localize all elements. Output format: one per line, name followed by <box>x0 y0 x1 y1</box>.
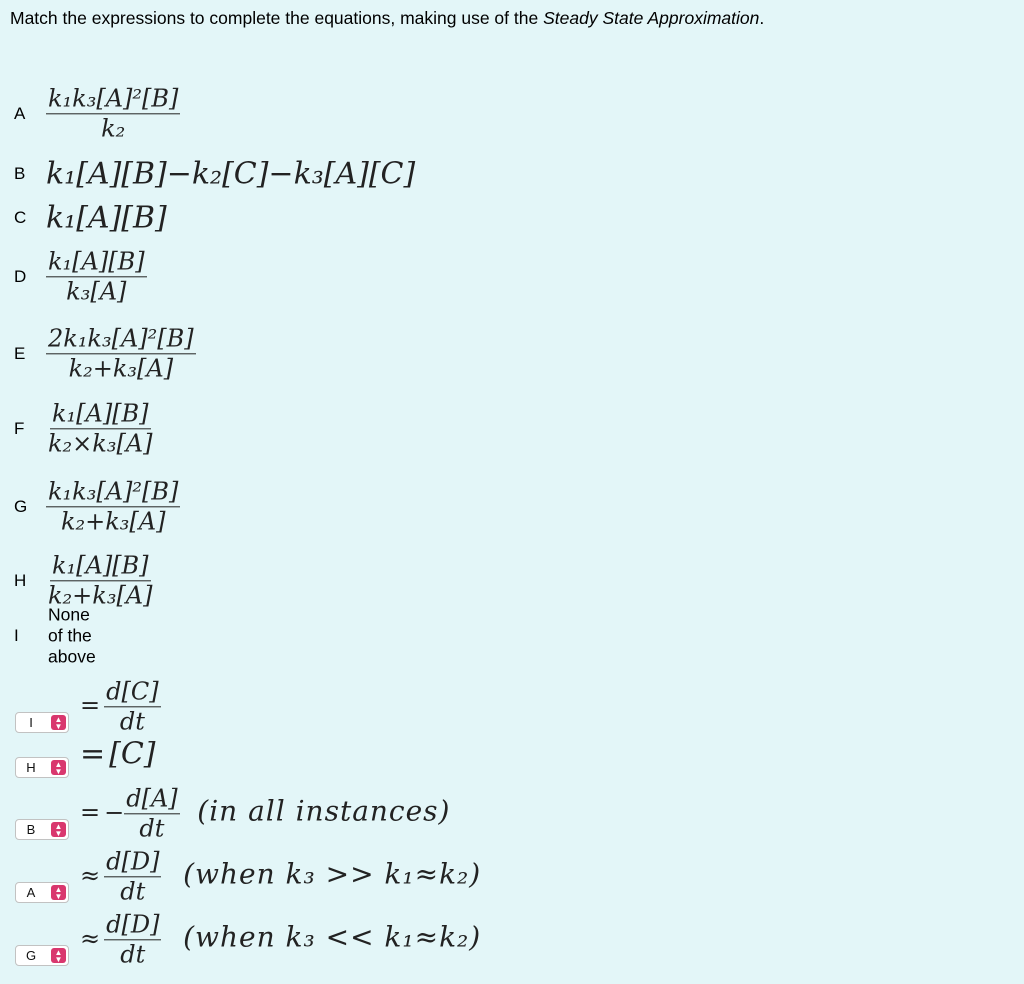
instruction-text: Match the expressions to complete the equations, making use of the Steady State Approximation. <box>10 8 765 28</box>
answer-select[interactable] <box>15 819 69 840</box>
fraction-denominator: dt <box>119 707 145 736</box>
up-down-chevron-icon: ▲ ▼ <box>51 822 66 837</box>
answer-select[interactable] <box>15 945 69 966</box>
option-text: None of the above <box>48 604 96 667</box>
equation-expression: ≈ $\frac{d[D]}{dt}$ (when k₃ << k₁≈k₂) <box>80 910 482 969</box>
option-letter: I <box>14 626 19 645</box>
fraction-numerator: k₁[A][B] <box>46 249 147 277</box>
fraction-numerator: d[A] <box>124 786 179 814</box>
selected-value: A <box>26 885 36 900</box>
option-letter: C <box>14 208 27 227</box>
fraction-denominator: k₂×k₃[A] <box>48 429 153 458</box>
answer-select[interactable] <box>15 712 69 733</box>
answer-select[interactable] <box>15 882 69 903</box>
fraction-numerator: k₁k₃[A]²[B] <box>46 86 180 114</box>
fraction-denominator: k₂+k₃[A] <box>68 354 174 383</box>
selected-value: I <box>29 715 33 730</box>
condition-text: (in all instances) <box>197 794 451 828</box>
selected-value: H <box>26 760 36 775</box>
selected-value: G <box>25 948 37 963</box>
equation-expression: = [C] <box>80 736 156 772</box>
option-letter: H <box>14 571 27 590</box>
option-expression <box>46 326 196 381</box>
condition-text: (when k₃ << k₁≈k₂) <box>183 920 482 954</box>
fraction-denominator: k₃[A] <box>66 277 127 306</box>
option-expression: k₁[A][B]−k₂[C]−k₃[A][C] <box>46 156 416 192</box>
up-down-chevron-icon: ▲ ▼ <box>51 760 66 775</box>
option-letter: D <box>14 267 27 286</box>
condition-text: (when k₃ >> k₁≈k₂) <box>183 857 482 891</box>
fraction-denominator: dt <box>139 814 165 843</box>
equation-expression: = $\frac{d[C]}{dt}$ <box>80 677 159 736</box>
fraction-denominator: k₂+k₃[A] <box>60 507 166 536</box>
up-down-chevron-icon: ▲ ▼ <box>51 715 66 730</box>
option-letter: A <box>14 104 26 123</box>
option-expression <box>46 401 155 456</box>
fraction-denominator: k₂ <box>101 114 126 143</box>
up-down-chevron-icon: ▲ ▼ <box>51 885 66 900</box>
selected-value: B <box>26 822 36 837</box>
fraction-numerator: k₁[A][B] <box>50 401 151 429</box>
equation-expression: = − $\frac{d[A]}{dt}$ (in all instances) <box>80 784 451 843</box>
equation-expression: ≈ $\frac{d[D]}{dt}$ (when k₃ >> k₁≈k₂) <box>80 847 482 906</box>
option-expression <box>46 479 180 534</box>
option-letter: G <box>14 497 28 516</box>
option-expression: k₁[A][B] <box>46 200 167 236</box>
option-letter: E <box>14 344 26 363</box>
fraction-denominator: dt <box>120 877 146 906</box>
option-expression <box>46 86 180 141</box>
fraction-denominator: k₂+k₃[A] <box>48 581 153 610</box>
fraction-numerator: 2k₁k₃[A]²[B] <box>46 326 196 354</box>
fraction-numerator: d[D] <box>104 849 161 877</box>
fraction-numerator: k₁[A][B] <box>50 553 151 581</box>
option-letter: B <box>14 164 26 183</box>
fraction-numerator: d[D] <box>104 912 161 940</box>
option-letter: F <box>14 419 25 438</box>
option-expression <box>46 249 147 304</box>
fraction-denominator: dt <box>120 940 146 969</box>
option-expression <box>46 553 155 608</box>
fraction-numerator: k₁k₃[A]²[B] <box>46 479 180 507</box>
up-down-chevron-icon: ▲ ▼ <box>51 948 66 963</box>
fraction-numerator: d[C] <box>104 679 160 707</box>
answer-select[interactable] <box>15 757 69 778</box>
